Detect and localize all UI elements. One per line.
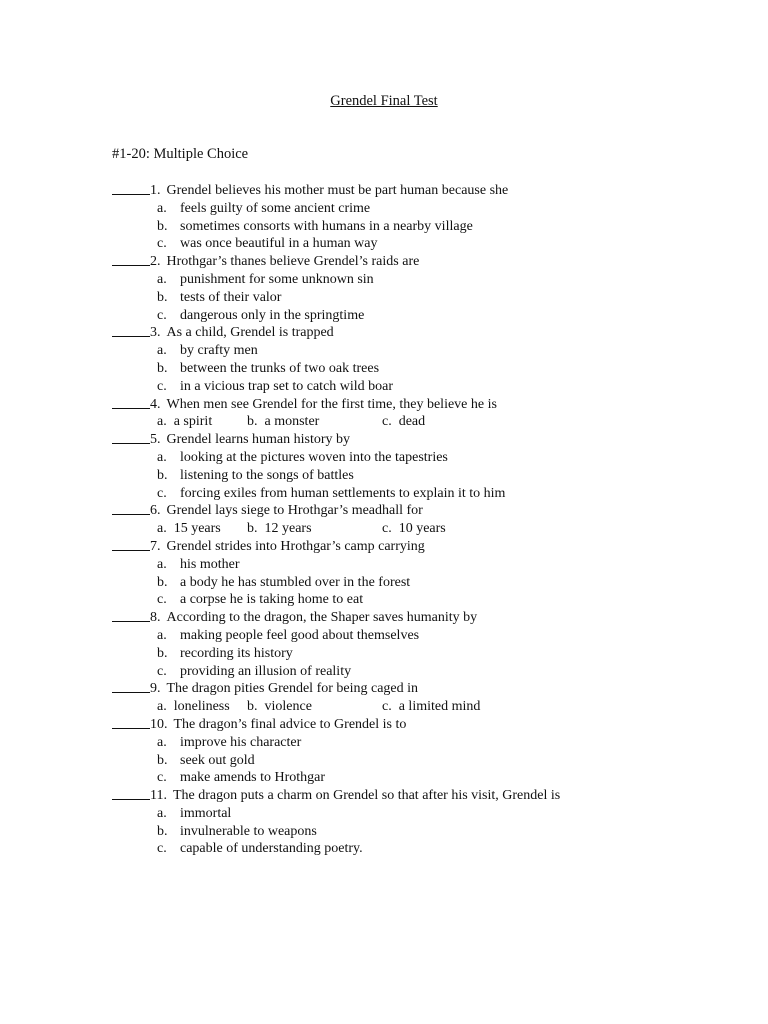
option-text: dangerous only in the springtime [180, 307, 365, 323]
answer-option: c. a limited mind [382, 699, 481, 715]
answer-blank[interactable] [112, 324, 150, 337]
answer-option [112, 556, 752, 574]
answer-option: b. violence [247, 699, 312, 715]
option-text: seek out gold [180, 752, 255, 768]
answer-option [112, 449, 752, 467]
question-number: 11. [150, 788, 167, 804]
option-text: invulnerable to weapons [180, 823, 317, 839]
answer-option: a. loneliness [157, 699, 230, 715]
option-text: making people feel good about themselves [180, 627, 420, 643]
answer-blank[interactable] [112, 182, 150, 195]
answer-option [112, 823, 752, 841]
inline-options [112, 413, 752, 431]
answer-option: b. a monster [247, 414, 320, 430]
question-text: Grendel strides into Hrothgar’s camp carrying [166, 538, 425, 554]
option-letter: c. [157, 485, 167, 501]
question-number: 1. [150, 183, 161, 198]
option-text: his mother [180, 556, 240, 572]
answer-option [112, 342, 752, 360]
option-text: providing an illusion of reality [180, 663, 352, 679]
answer-option [112, 591, 752, 609]
inline-options [112, 520, 752, 538]
option-text: feels guilty of some ancient crime [180, 200, 371, 216]
question-text: The dragon puts a charm on Grendel so that after his visit, Grendel is [172, 788, 561, 804]
answer-option [112, 271, 752, 289]
answer-blank[interactable] [112, 538, 150, 551]
answer-option [112, 467, 752, 485]
question-item [112, 182, 752, 200]
option-text: in a vicious trap set to catch wild boar [180, 378, 394, 394]
question-item [112, 538, 752, 556]
question-text: The dragon’s final advice to Grendel is to [173, 716, 407, 732]
question-item [112, 787, 752, 805]
option-letter: a. [157, 200, 167, 216]
answer-blank[interactable] [112, 253, 150, 266]
option-text: tests of their valor [180, 289, 282, 305]
option-text: between the trunks of two oak trees [180, 360, 380, 376]
option-letter: b. [157, 823, 168, 839]
option-text: by crafty men [180, 343, 258, 359]
option-text: capable of understanding poetry. [180, 841, 363, 857]
question-number: 3. [150, 325, 161, 341]
answer-option: a. a spirit [157, 414, 213, 430]
inline-options [112, 698, 752, 716]
question-number: 10. [150, 716, 168, 732]
page-title: Grendel Final Test [330, 93, 438, 109]
option-letter: a. [157, 271, 167, 287]
answer-blank[interactable] [112, 502, 150, 515]
option-letter: b. [157, 360, 168, 376]
question-number: 4. [150, 396, 161, 412]
answer-option: a. 15 years [157, 521, 221, 537]
question-number: 8. [150, 610, 161, 626]
option-letter: a. [157, 343, 167, 359]
option-text: forcing exiles from human settlements to explain it to him [180, 485, 506, 501]
option-letter: c. [157, 663, 167, 679]
answer-option [112, 645, 752, 663]
answer-option [112, 840, 752, 858]
question-item [112, 324, 752, 342]
option-letter: a. [157, 556, 167, 572]
option-text: a body he has stumbled over in the forest [180, 574, 411, 590]
question-number: 9. [150, 681, 161, 697]
option-letter: b. [157, 289, 168, 305]
answer-option [112, 663, 752, 681]
option-text: recording its history [180, 645, 293, 661]
question-text: Grendel learns human history by [166, 432, 351, 448]
question-item [112, 431, 752, 449]
answer-option [112, 218, 752, 236]
question-item [112, 680, 752, 698]
option-text: listening to the songs of battles [180, 467, 354, 483]
option-letter: b. [157, 574, 168, 590]
question-text: Grendel believes his mother must be part human because she [166, 183, 509, 198]
option-letter: a. [157, 449, 167, 465]
question-item [112, 716, 752, 734]
option-text: improve his character [180, 734, 302, 750]
answer-option: c. 10 years [382, 521, 446, 537]
option-letter: b. [157, 645, 168, 661]
answer-option [112, 574, 752, 592]
question-list [112, 182, 752, 858]
answer-blank[interactable] [112, 716, 150, 729]
answer-option: b. 12 years [247, 521, 312, 537]
option-letter: b. [157, 218, 168, 234]
question-text: Grendel lays siege to Hrothgar’s meadhall for [166, 503, 423, 519]
answer-blank[interactable] [112, 787, 150, 800]
question-item [112, 502, 752, 520]
answer-option [112, 200, 752, 218]
answer-option [112, 289, 752, 307]
answer-option [112, 360, 752, 378]
option-letter: c. [157, 841, 167, 857]
option-letter: c. [157, 378, 167, 394]
question-item [112, 609, 752, 627]
question-text: Hrothgar’s thanes believe Grendel’s raids are [166, 254, 420, 270]
answer-option [112, 235, 752, 253]
question-number: 6. [150, 503, 161, 519]
option-letter: c. [157, 307, 167, 323]
option-text: punishment for some unknown sin [180, 271, 374, 287]
option-letter: a. [157, 627, 167, 643]
answer-option [112, 805, 752, 823]
answer-blank[interactable] [112, 609, 150, 622]
option-letter: c. [157, 770, 167, 786]
question-item [112, 253, 752, 271]
answer-option: c. dead [382, 414, 426, 430]
answer-blank[interactable] [112, 431, 150, 444]
question-number: 5. [150, 432, 161, 448]
option-text: a corpse he is taking home to eat [180, 592, 364, 608]
question-number: 2. [150, 254, 161, 270]
option-letter: c. [157, 592, 167, 608]
answer-option [112, 378, 752, 396]
answer-blank[interactable] [112, 396, 150, 409]
question-item [112, 396, 752, 414]
answer-option [112, 769, 752, 787]
option-letter: a. [157, 805, 167, 821]
question-text: The dragon pities Grendel for being caged in [166, 681, 419, 697]
option-letter: b. [157, 467, 168, 483]
question-text: When men see Grendel for the first time, they believe he is [166, 396, 497, 412]
option-text: looking at the pictures woven into the tapestries [180, 449, 448, 465]
answer-option [112, 752, 752, 770]
option-text: make amends to Hrothgar [180, 770, 326, 786]
question-number: 7. [150, 538, 161, 554]
question-text: According to the dragon, the Shaper saves humanity by [166, 610, 478, 626]
option-letter: c. [157, 236, 167, 252]
section-heading: #1-20: Multiple Choice [112, 146, 249, 162]
answer-option [112, 734, 752, 752]
answer-option [112, 307, 752, 325]
option-letter: a. [157, 734, 167, 750]
option-text: sometimes consorts with humans in a nearby village [180, 218, 473, 234]
answer-option [112, 627, 752, 645]
option-text: was once beautiful in a human way [180, 236, 378, 252]
option-text: immortal [180, 805, 232, 821]
answer-option [112, 485, 752, 503]
answer-blank[interactable] [112, 680, 150, 693]
question-text: As a child, Grendel is trapped [166, 325, 334, 341]
option-letter: b. [157, 752, 168, 768]
